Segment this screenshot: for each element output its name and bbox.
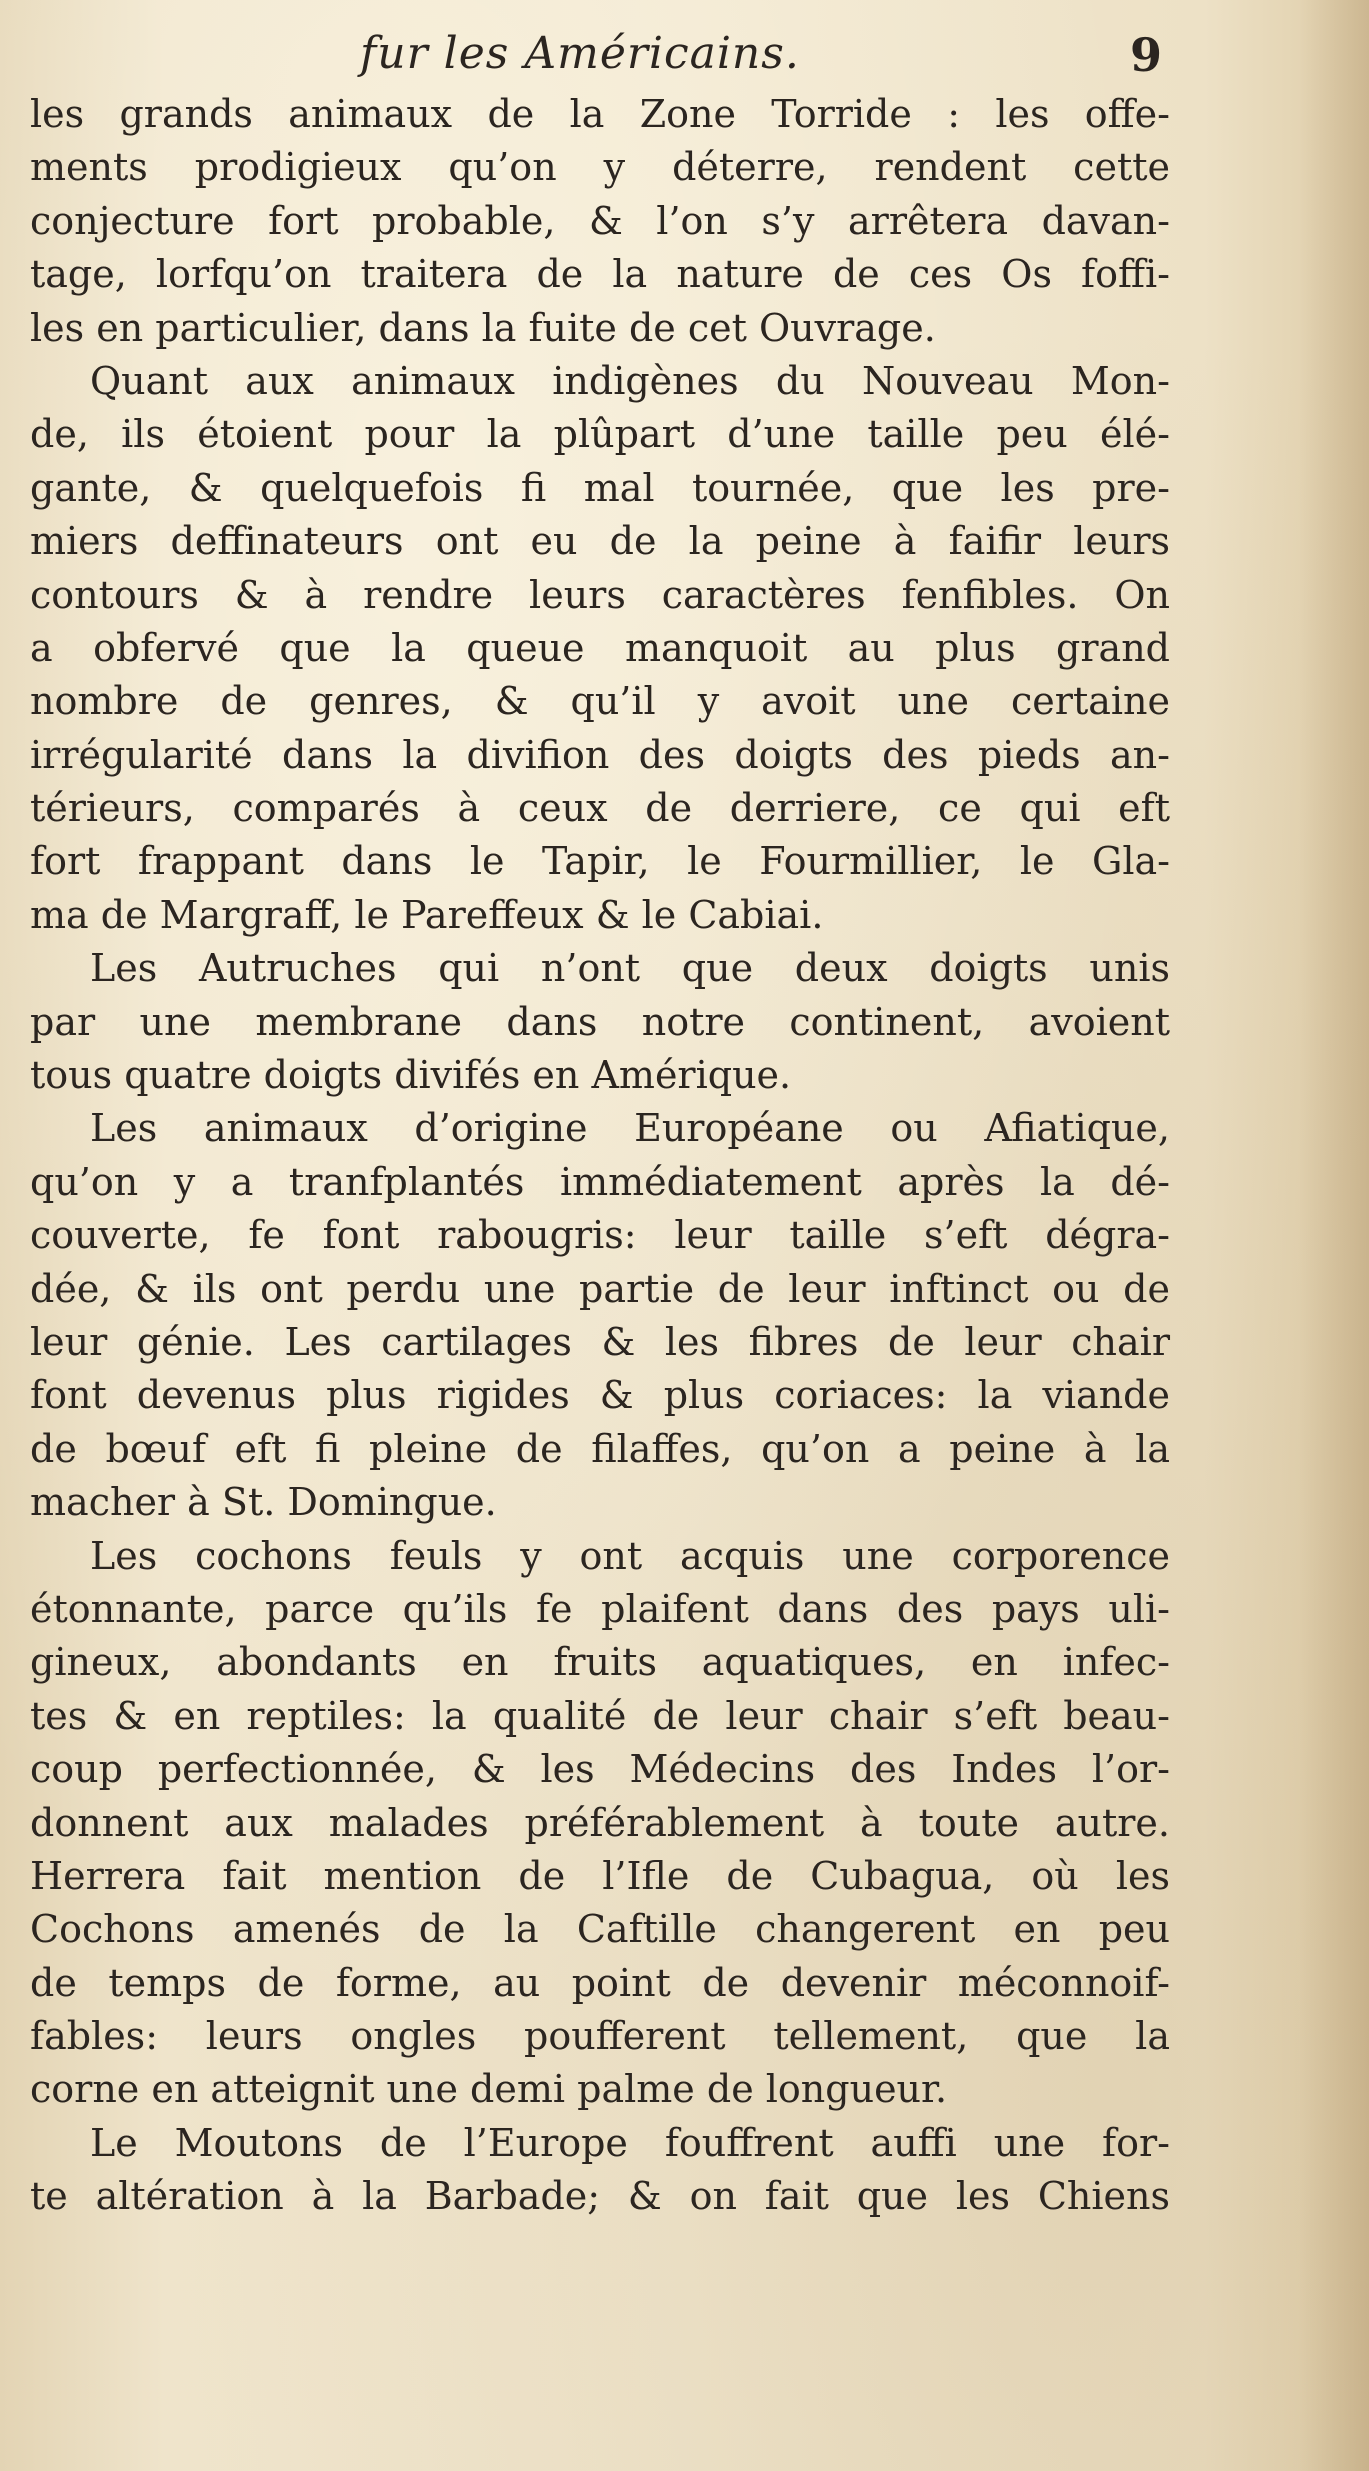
text-line: de, ils étoient pour la plûpart d’une taille peu élé- bbox=[30, 412, 1170, 457]
text-line: qu’on y a tranfplantés immédiatement après la dé- bbox=[30, 1159, 1170, 1204]
text-line: corne en atteignit une demi palme de longueur. bbox=[30, 2067, 948, 2112]
text-line: tous quatre doigts divifés en Amérique. bbox=[30, 1053, 792, 1098]
text-line: Les Autruches qui n’ont que deux doigts unis bbox=[90, 946, 1170, 991]
text-line: font devenus plus rigides & plus coriaces: la viande bbox=[30, 1373, 1170, 1418]
text-line: contours & à rendre leurs caractères fenfibles. On bbox=[30, 572, 1170, 617]
text-line: ma de Margraff, le Pareffeux & le Cabiai. bbox=[30, 892, 824, 937]
text-line: tage, lorfqu’on traitera de la nature de ces Os foffi- bbox=[30, 252, 1170, 297]
text-line: couverte, fe font rabougris: leur taille s’eft dégra- bbox=[30, 1213, 1170, 1258]
text-line: dée, & ils ont perdu une partie de leur inftinct ou de bbox=[30, 1266, 1170, 1311]
body-text bbox=[30, 88, 1170, 2224]
page-number: 9 bbox=[1130, 28, 1163, 82]
text-line: nombre de genres, & qu’il y avoit une certaine bbox=[30, 679, 1170, 724]
text-line: les grands animaux de la Zone Torride : les offe- bbox=[30, 92, 1170, 136]
running-header bbox=[0, 22, 1369, 92]
text-line: Les cochons feuls y ont acquis une corporence bbox=[90, 1533, 1170, 1578]
text-line: leur génie. Les cartilages & les fibres de leur chair bbox=[30, 1319, 1170, 1364]
text-line: fort frappant dans le Tapir, le Fourmillier, le Gla- bbox=[30, 839, 1170, 884]
text-line: Cochons amenés de la Caftille changerent en peu bbox=[30, 1907, 1170, 1952]
text-line: ments prodigieux qu’on y déterre, rendent cette bbox=[30, 145, 1170, 190]
text-line: te altération à la Barbade; & on fait que les Chiens bbox=[30, 2174, 1170, 2219]
text-line: a obfervé que la queue manquoit au plus grand bbox=[30, 625, 1170, 670]
text-line: irrégularité dans la divifion des doigts des pieds an- bbox=[30, 732, 1170, 777]
text-line: gante, & quelquefois fi mal tournée, que les pre- bbox=[30, 465, 1170, 510]
text-line: de temps de forme, au point de devenir méconnoif- bbox=[30, 1960, 1170, 2005]
text-line: miers deffinateurs ont eu de la peine à faifir leurs bbox=[30, 519, 1170, 564]
text-line: par une membrane dans notre continent, avoient bbox=[30, 999, 1170, 1044]
text-line: de bœuf eft fi pleine de filaffes, qu’on a peine à la bbox=[30, 1426, 1170, 1471]
text-line: les en particulier, dans la fuite de cet Ouvrage. bbox=[30, 305, 936, 350]
text-line: tes & en reptiles: la qualité de leur chair s’eft beau- bbox=[30, 1693, 1170, 1738]
text-line: gineux, abondants en fruits aquatiques, en infec- bbox=[30, 1640, 1170, 1685]
text-line: macher à St. Domingue. bbox=[30, 1480, 497, 1525]
text-line: donnent aux malades préférablement à toute autre. bbox=[30, 1800, 1170, 1845]
text-line: Le Moutons de l’Europe fouffrent auffi une for- bbox=[90, 2120, 1170, 2165]
running-title: fur les Américains. bbox=[360, 28, 800, 79]
text-line: étonnante, parce qu’ils fe plaifent dans des pays uli- bbox=[30, 1586, 1170, 1631]
text-line: Quant aux animaux indigènes du Nouveau Mon- bbox=[90, 358, 1170, 403]
text-line: Les animaux d’origine Européane ou Afiatique, bbox=[90, 1106, 1170, 1151]
text-line: térieurs, comparés à ceux de derriere, ce qui eft bbox=[30, 786, 1170, 831]
text-line: conjecture fort probable, & l’on s’y arrêtera davan- bbox=[30, 198, 1170, 243]
text-line: fables: leurs ongles poufferent tellement, que la bbox=[30, 2014, 1170, 2059]
text-line: coup perfectionnée, & les Médecins des Indes l’or- bbox=[30, 1747, 1170, 1792]
text-line: Herrera fait mention de l’Ifle de Cubagua, où les bbox=[30, 1853, 1170, 1898]
